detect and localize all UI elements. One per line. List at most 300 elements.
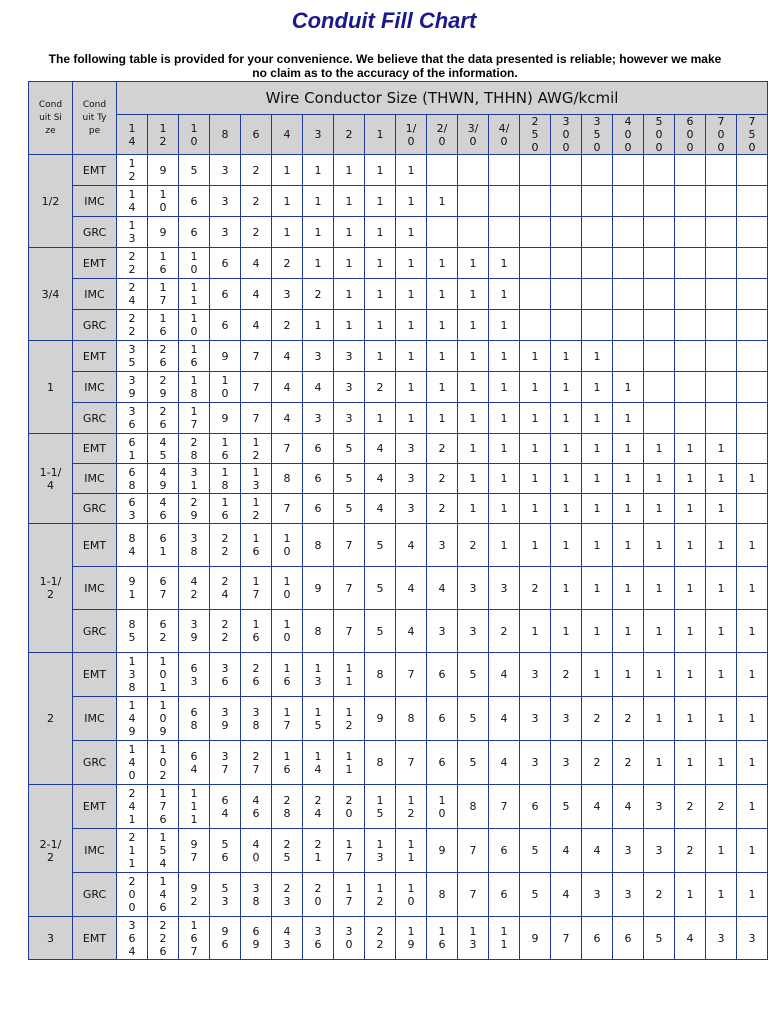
conduit-size-header [29, 82, 73, 155]
fill-value: 15 [314, 705, 322, 732]
fill-value-cell [520, 873, 551, 917]
table-row [29, 403, 768, 434]
fill-value: 7 [283, 502, 291, 515]
fill-value-cell [675, 186, 706, 217]
fill-value: 6 [438, 668, 446, 681]
fill-value-cell [334, 186, 365, 217]
fill-value: 1 [345, 256, 353, 270]
fill-value-cell [737, 341, 768, 372]
fill-value: 39 [221, 705, 229, 732]
fill-value-cell [303, 217, 334, 248]
fill-value: 10 [283, 532, 291, 558]
fill-value: 7 [252, 411, 260, 425]
fill-value: 2 [624, 756, 632, 769]
wire-size-label: 8 [221, 128, 229, 141]
fill-value: 7 [252, 349, 260, 363]
fill-value: 4 [407, 581, 415, 595]
fill-value: 102 [159, 743, 167, 782]
fill-value-cell [117, 524, 148, 567]
fill-value: 1 [531, 411, 539, 425]
fill-value-cell [458, 567, 489, 610]
fill-value-cell [706, 829, 737, 873]
fill-value-cell [179, 403, 210, 434]
fill-value: 42 [190, 575, 198, 601]
fill-value-cell [551, 873, 582, 917]
fill-value-cell [148, 403, 179, 434]
fill-value-cell [365, 464, 396, 494]
fill-value-cell [613, 697, 644, 741]
fill-value: 1 [624, 472, 632, 485]
fill-value-cell [706, 341, 737, 372]
fill-value-cell [675, 464, 706, 494]
fill-value-cell [303, 310, 334, 341]
fill-value: 1 [686, 442, 694, 455]
fill-value: 101 [159, 655, 167, 694]
fill-value-cell [210, 341, 241, 372]
wire-size-header [644, 115, 675, 155]
fill-value-cell [675, 610, 706, 653]
fill-value-cell [489, 372, 520, 403]
fill-value-cell [117, 279, 148, 310]
fill-value-cell [520, 785, 551, 829]
fill-value: 43 [283, 925, 291, 951]
fill-value-cell [117, 917, 148, 960]
fill-value: 4 [500, 668, 508, 681]
fill-value: 29 [190, 495, 198, 522]
fill-value-cell [458, 697, 489, 741]
fill-value-cell [737, 741, 768, 785]
conduit-type-cell: IMC [73, 829, 117, 873]
fill-value-cell [241, 829, 272, 873]
fill-value: 7 [345, 624, 353, 638]
fill-value-cell [706, 697, 737, 741]
fill-value-cell [334, 917, 365, 960]
fill-value-cell [396, 403, 427, 434]
fill-value-cell [613, 434, 644, 464]
fill-value-cell [303, 873, 334, 917]
fill-value: 22 [128, 312, 136, 338]
table-row [29, 372, 768, 403]
fill-value-cell [148, 310, 179, 341]
fill-value-cell [179, 697, 210, 741]
fill-value: 16 [283, 749, 291, 776]
fill-value: 1 [686, 502, 694, 515]
fill-value-cell [241, 341, 272, 372]
fill-value: 9 [531, 931, 539, 945]
fill-value: 1 [686, 888, 694, 901]
fill-value: 9 [159, 163, 167, 177]
fill-value-cell [706, 248, 737, 279]
fill-value: 1 [469, 411, 477, 425]
fill-value: 1 [748, 668, 756, 681]
fill-value: 1 [438, 318, 446, 332]
fill-value: 12 [407, 793, 415, 820]
fill-value-cell [582, 917, 613, 960]
fill-value-cell [241, 567, 272, 610]
fill-value: 6 [221, 256, 229, 270]
fill-value-cell [334, 155, 365, 186]
conduit-size-cell [29, 155, 73, 248]
fill-value-cell [675, 279, 706, 310]
fill-value-cell [489, 653, 520, 697]
fill-value-cell [520, 372, 551, 403]
wire-size-header [334, 115, 365, 155]
fill-value-cell [241, 610, 272, 653]
fill-value-cell [582, 155, 613, 186]
conduit-fill-table [28, 81, 768, 960]
fill-value-cell [179, 653, 210, 697]
fill-value: 7 [469, 888, 477, 901]
fill-value-cell [148, 248, 179, 279]
fill-value: 16 [190, 343, 198, 369]
fill-value-cell [272, 653, 303, 697]
conduit-size-label: 3/4 [41, 287, 60, 301]
fill-value-cell [148, 279, 179, 310]
conduit-type-cell: GRC [73, 403, 117, 434]
fill-value-cell [737, 248, 768, 279]
fill-value-cell [365, 279, 396, 310]
fill-value: 1 [624, 668, 632, 681]
fill-value-cell [582, 464, 613, 494]
fill-value: 1 [500, 442, 508, 455]
fill-value: 1 [624, 380, 632, 394]
fill-value: 1 [655, 442, 663, 455]
fill-value-cell [210, 785, 241, 829]
fill-value-cell [117, 494, 148, 524]
fill-value: 364 [128, 918, 136, 958]
fill-value-cell [148, 464, 179, 494]
wire-size-header [365, 115, 396, 155]
fill-value: 12 [128, 157, 136, 183]
fill-value: 211 [128, 831, 136, 870]
fill-value: 2 [438, 472, 446, 485]
fill-value: 2 [686, 800, 694, 813]
fill-value-cell [179, 464, 210, 494]
fill-value-cell [117, 341, 148, 372]
fill-value: 22 [221, 618, 229, 644]
fill-value-cell [303, 653, 334, 697]
fill-value: 5 [531, 888, 539, 901]
fill-value: 1 [655, 624, 663, 638]
fill-value-cell [706, 310, 737, 341]
fill-value-cell [396, 829, 427, 873]
fill-value-cell [427, 403, 458, 434]
fill-value-cell [365, 155, 396, 186]
fill-value: 1 [500, 411, 508, 425]
fill-value: 2 [717, 800, 725, 813]
fill-value-cell [148, 341, 179, 372]
wire-size-label: 1 [376, 128, 384, 141]
fill-value-cell [520, 217, 551, 248]
fill-value: 3 [221, 225, 229, 239]
fill-value-cell [489, 524, 520, 567]
fill-value: 4 [407, 538, 415, 552]
fill-value-cell [458, 341, 489, 372]
fill-value-cell [396, 434, 427, 464]
fill-value-cell [210, 567, 241, 610]
fill-value: 4 [252, 318, 260, 332]
fill-value-cell [272, 873, 303, 917]
table-row [29, 186, 768, 217]
wire-size-label: 4 [283, 128, 291, 141]
fill-value: 8 [407, 712, 415, 725]
fill-value: 4 [593, 800, 601, 813]
fill-value: 6 [190, 194, 198, 208]
fill-value: 8 [314, 624, 322, 638]
fill-value: 1 [748, 712, 756, 725]
fill-value: 10 [190, 312, 198, 338]
fill-value: 91 [128, 575, 136, 601]
fill-value-cell [303, 403, 334, 434]
table-row [29, 341, 768, 372]
fill-value-cell [210, 403, 241, 434]
fill-value-cell [148, 434, 179, 464]
wire-size-label: 300 [562, 115, 570, 154]
fill-value-cell [148, 524, 179, 567]
fill-value: 3 [748, 931, 756, 945]
fill-value: 1 [562, 624, 570, 638]
fill-value-cell [675, 917, 706, 960]
fill-value-cell [706, 372, 737, 403]
fill-value: 111 [190, 787, 198, 826]
fill-value: 20 [345, 793, 353, 820]
fill-value: 35 [128, 343, 136, 369]
fill-value-cell [179, 341, 210, 372]
fill-value: 11 [500, 925, 508, 951]
fill-value-cell [489, 873, 520, 917]
fill-value: 8 [283, 472, 291, 485]
page-title: Conduit Fill Chart [291, 8, 477, 33]
fill-value: 3 [624, 888, 632, 901]
fill-value-cell [737, 155, 768, 186]
fill-value: 1 [407, 225, 415, 239]
fill-value-cell [241, 917, 272, 960]
fill-value: 1 [593, 349, 601, 363]
fill-value-cell [241, 524, 272, 567]
fill-value-cell [582, 341, 613, 372]
fill-value-cell [489, 464, 520, 494]
fill-value: 1 [717, 502, 725, 515]
wire-size-header [582, 115, 613, 155]
fill-value-cell [489, 341, 520, 372]
conduit-type-cell: EMT [73, 434, 117, 464]
fill-value: 28 [283, 793, 291, 820]
fill-value: 10 [283, 575, 291, 601]
fill-value-cell [365, 372, 396, 403]
fill-value: 1 [593, 624, 601, 638]
fill-value-cell [427, 464, 458, 494]
fill-value: 1 [531, 624, 539, 638]
fill-value: 1 [345, 318, 353, 332]
fill-value: 37 [221, 749, 229, 776]
fill-value: 4 [438, 581, 446, 595]
fill-value-cell [675, 155, 706, 186]
fill-value-cell [427, 434, 458, 464]
fill-value-cell [365, 697, 396, 741]
fill-value: 1 [593, 411, 601, 425]
fill-value: 1 [469, 349, 477, 363]
fill-value-cell [737, 697, 768, 741]
fill-value-cell [551, 567, 582, 610]
fill-value: 1 [407, 163, 415, 177]
wire-size-header [675, 115, 706, 155]
fill-value: 7 [407, 756, 415, 769]
fill-value-cell [675, 341, 706, 372]
fill-value: 3 [531, 712, 539, 725]
fill-value-cell [334, 279, 365, 310]
fill-value-cell [520, 186, 551, 217]
fill-value-cell [737, 494, 768, 524]
fill-value-cell [737, 917, 768, 960]
table-row [29, 741, 768, 785]
fill-value-cell [613, 741, 644, 785]
fill-value-cell [117, 785, 148, 829]
fill-value-cell [551, 917, 582, 960]
fill-value-cell [737, 403, 768, 434]
fill-value-cell [117, 829, 148, 873]
fill-value: 29 [159, 374, 167, 400]
fill-value-cell [365, 524, 396, 567]
fill-value: 31 [190, 465, 198, 492]
fill-value: 69 [252, 925, 260, 951]
table-row [29, 155, 768, 186]
fill-value-cell [241, 155, 272, 186]
fill-value-cell [520, 653, 551, 697]
fill-value: 6 [500, 888, 508, 901]
fill-value-cell [303, 567, 334, 610]
conduit-type-cell: EMT [73, 524, 117, 567]
fill-value: 1 [624, 442, 632, 455]
fill-value-cell [396, 279, 427, 310]
fill-value: 85 [128, 618, 136, 644]
fill-value: 5 [345, 442, 353, 455]
fill-value-cell [334, 653, 365, 697]
fill-value-cell [179, 434, 210, 464]
fill-value-cell [179, 524, 210, 567]
fill-value: 7 [283, 442, 291, 455]
fill-value: 64 [221, 793, 229, 820]
fill-value-cell [365, 341, 396, 372]
fill-value: 226 [159, 918, 167, 958]
fill-value-cell [520, 829, 551, 873]
fill-value-cell [148, 917, 179, 960]
fill-value-cell [458, 217, 489, 248]
fill-value-cell [241, 186, 272, 217]
fill-value: 3 [655, 800, 663, 813]
fill-value-cell [613, 567, 644, 610]
fill-value: 17 [252, 575, 260, 601]
fill-value: 1 [345, 225, 353, 239]
fill-value: 3 [407, 502, 415, 515]
fill-value-cell [365, 186, 396, 217]
fill-value: 1 [717, 472, 725, 485]
table-row [29, 610, 768, 653]
fill-value: 1 [686, 581, 694, 595]
fill-value-cell [613, 310, 644, 341]
fill-value: 1 [531, 538, 539, 552]
fill-value: 9 [159, 225, 167, 239]
fill-value: 6 [531, 800, 539, 813]
fill-value-cell [582, 524, 613, 567]
fill-value: 138 [128, 655, 136, 694]
fill-value: 241 [128, 787, 136, 826]
fill-value-cell [396, 697, 427, 741]
wire-size-header [396, 115, 427, 155]
fill-value: 154 [159, 831, 167, 870]
fill-value-cell [675, 248, 706, 279]
fill-value-cell [675, 494, 706, 524]
fill-value-cell [551, 155, 582, 186]
fill-value: 12 [252, 435, 260, 462]
fill-value: 62 [159, 618, 167, 644]
disclaimer-text: The following table is provided for your convenience. We believe that the data presented is reliable; however we make no claim as to the accuracy of the information. [48, 52, 722, 80]
fill-value-cell [117, 155, 148, 186]
fill-value: 12 [252, 495, 260, 522]
fill-value: 1 [562, 411, 570, 425]
fill-value-cell [210, 434, 241, 464]
fill-value: 68 [190, 705, 198, 732]
fill-value: 1 [686, 712, 694, 725]
fill-value-cell [179, 372, 210, 403]
fill-value-cell [179, 567, 210, 610]
fill-value-cell [210, 248, 241, 279]
fill-value-cell [644, 186, 675, 217]
fill-value: 2 [438, 442, 446, 455]
fill-value-cell [706, 917, 737, 960]
fill-value-cell [551, 653, 582, 697]
fill-value-cell [520, 917, 551, 960]
fill-value: 10 [438, 793, 446, 820]
wire-size-label: 3 [314, 128, 322, 141]
conduit-type-cell: GRC [73, 610, 117, 653]
fill-value-cell [675, 653, 706, 697]
wire-size-row [29, 115, 768, 155]
fill-value-cell [675, 741, 706, 785]
fill-value: 1 [407, 194, 415, 208]
fill-value: 1 [686, 624, 694, 638]
fill-value-cell [737, 610, 768, 653]
fill-value-cell [582, 403, 613, 434]
fill-value: 3 [562, 756, 570, 769]
fill-value: 4 [624, 800, 632, 813]
fill-value-cell [706, 785, 737, 829]
fill-value-cell [365, 434, 396, 464]
fill-value-cell [117, 653, 148, 697]
fill-value: 1 [500, 256, 508, 270]
fill-value-cell [179, 248, 210, 279]
fill-value-cell [582, 372, 613, 403]
fill-value: 7 [469, 844, 477, 857]
fill-value-cell [334, 567, 365, 610]
fill-value: 1 [562, 349, 570, 363]
fill-value-cell [365, 494, 396, 524]
fill-value-cell [613, 873, 644, 917]
fill-value-cell [365, 217, 396, 248]
fill-value-cell [520, 403, 551, 434]
fill-value: 13 [252, 465, 260, 492]
fill-value: 1 [562, 538, 570, 552]
fill-value: 84 [128, 532, 136, 558]
fill-value-cell [272, 785, 303, 829]
fill-value-cell [644, 524, 675, 567]
fill-value: 200 [128, 875, 136, 914]
fill-value: 1 [500, 380, 508, 394]
fill-value: 2 [283, 318, 291, 332]
fill-value-cell [148, 785, 179, 829]
fill-value-cell [582, 873, 613, 917]
fill-value-cell [427, 917, 458, 960]
fill-value-cell [396, 567, 427, 610]
